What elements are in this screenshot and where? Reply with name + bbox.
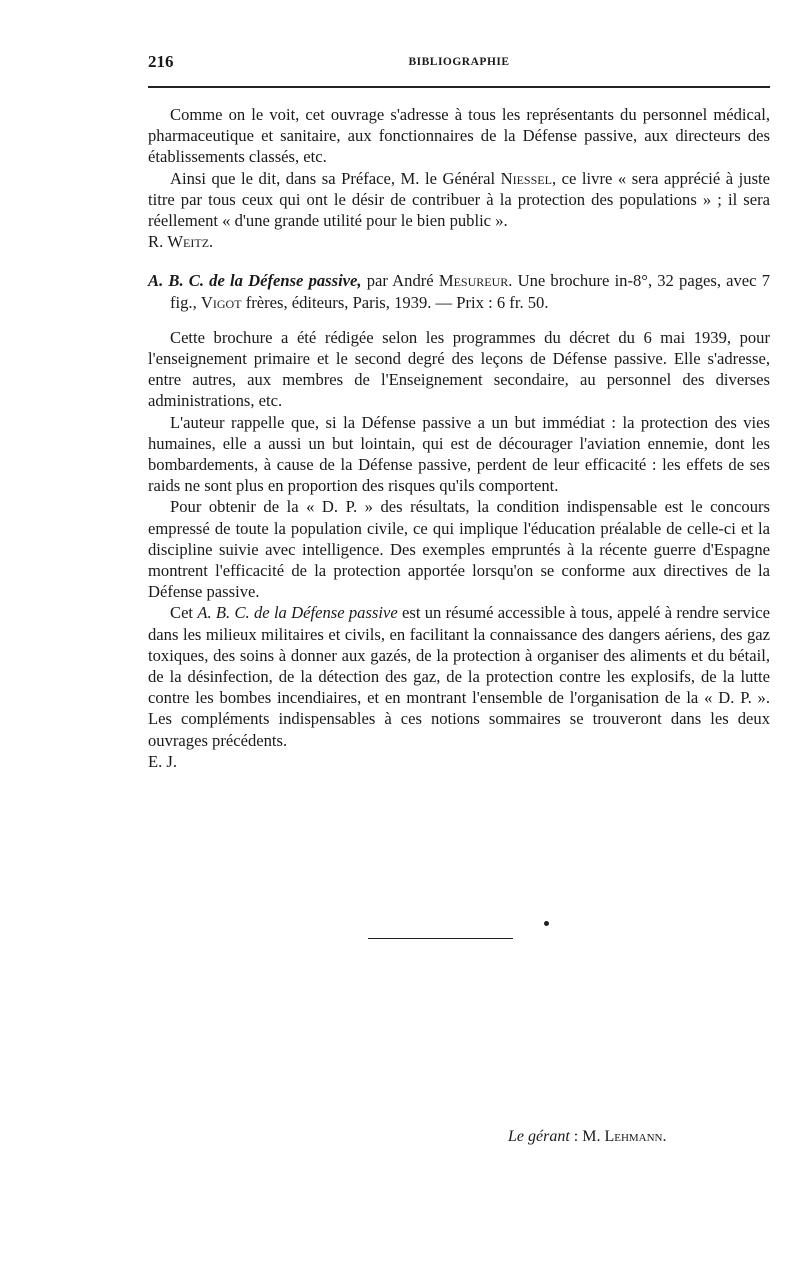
footer-label: Le gérant [508,1128,570,1145]
review2-paragraph-1: Cette brochure a été rédigée selon les programmes du décret du 6 mai 1939, pour l'enseignement primaire et le second degré des leçons de Défense passive. Elle s'adresse, entre autres, aux membres de l'Enseignement secondaire, au personnel des diverses administrations, etc. [148,327,770,411]
review1-paragraph-2-text-a: Ainsi que le dit, dans sa Préface, M. le Général [170,168,501,188]
review1-paragraph-2-text-b: , ce livre « sera apprécié à juste titre par tous ceux qui ont le désir de contribuer à la protection des populations » ; il sera réellement « d'une grande utilité pour le bien public ». [148,168,771,231]
footer-name: Lehmann. [604,1128,667,1145]
review2-signature: E. J. [148,751,178,771]
section-gap [148,313,770,327]
review2-paragraph-3: Pour obtenir de la « D. P. » des résultats, la condition indispensable est le concours empressé de toute la population civile, ce qui implique l'éducation préalable de celle-ci et la discipline suivie avec intelligence. Des exemples empruntés à la récente guerre d'Espagne montrent l'efficacité de la protection apportée lorsqu'on se conforme aux directives de la Défense passive. [148,497,770,602]
entry-by: par André [361,271,439,291]
entry-author: Mesureur [438,271,509,291]
review2-cited-title: A. B. C. de la Défense passive [197,603,398,623]
publisher-footer [508,1128,667,1146]
entry-description-b: frères, éditeurs, Paris, 1939. — Prix : 6 fr. 50. [241,292,549,312]
review1-paragraph-2 [148,168,770,232]
entry-description-a: . Une brochure in-8°, 32 pages, avec 7 fig., [170,271,771,312]
review1-signature [148,231,770,252]
review2-paragraph-4 [148,602,770,750]
review2-paragraph-4-text-b: est un résumé accessible à tous, appelé à rendre service dans les milieux militaires et civils, en facilitant la connaissance des dangers aériens, des gaz toxiques, des soins à donner aux gazés, de la protection à organiser des aliments et du bétail, de la désinfection, de la détection des gaz, de la protection contre les explosifs, de la lutte contre les bombes incendiaires, et en montrant l'ensemble de l'organisation de la « D. P. ». Les compléments indispensables à ces notions sommaires se trouveront dans les deux ouvrages précédents. [148,603,770,750]
footer-separator: : M. [569,1128,605,1145]
page-header [148,50,770,78]
page-number: 216 [148,52,174,71]
section-end-rule [368,938,513,939]
header-rule [148,86,770,88]
review-niessel-continuation [148,104,770,772]
signature-name: Weitz. [167,232,214,252]
bibliography-entry [148,270,770,312]
general-name: Niessel [500,168,552,188]
ink-dot [544,921,549,926]
entry-publisher: Vigot [200,292,242,312]
entry-title: A. B. C. de la Défense passive, [148,271,362,291]
review2-paragraph-2: L'auteur rappelle que, si la Défense passive a un but immédiat : la protection des vies humaines, elle a aussi un but lointain, qui est de décourager l'aviation ennemie, dont les bombardements, à cause de la Défense passive, perdent de leur efficacité : les effets de ses raids ne sont plus en proportion des risques qu'ils comportent. [148,412,770,496]
review2-paragraph-4-text-a: Cet [170,603,198,623]
running-title: BIBLIOGRAPHIE [408,56,510,68]
section-gap [148,252,770,270]
review1-paragraph-1: Comme on le voit, cet ouvrage s'adresse à tous les représentants du personnel médical, pharmaceutique et sanitaire, aux fonctionnaires de la Défense passive, aux directeurs des établissements classés, etc. [148,105,770,167]
signature-initial: R. [148,232,168,252]
